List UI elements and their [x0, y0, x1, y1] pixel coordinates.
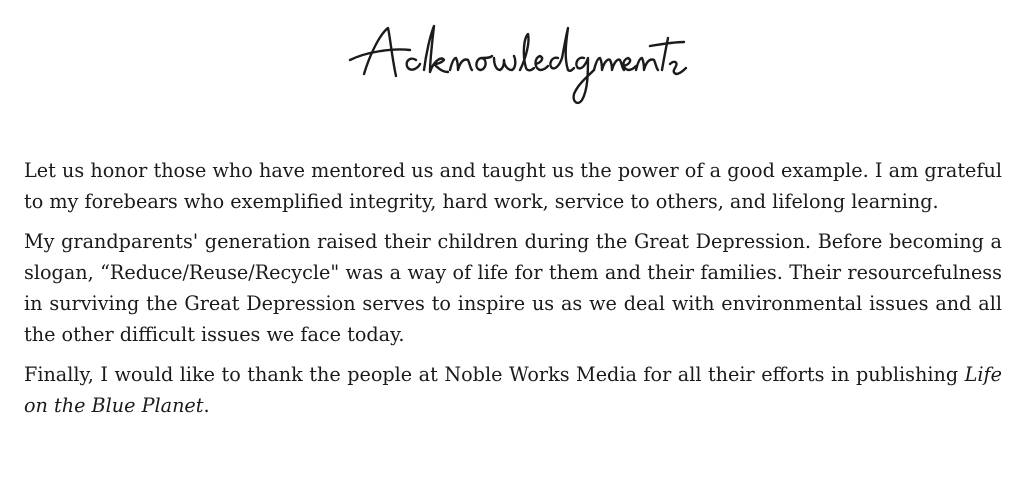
heading: [0, 14, 1024, 114]
script-title-lettering: [332, 14, 692, 114]
book-title: Life on the Blue Planet: [24, 363, 1002, 417]
acknowledgments-body: [24, 155, 1002, 421]
paragraph-thanks-end: .: [203, 394, 210, 417]
paragraph-grandparents: My grandparents' generation raised their children during the Great Depression. Before becoming a slogan, “Reduce/Reuse/Recycle" was a way of life for them and their families. Their resourcefulness in surviving the Great Depression serves to inspire us as we deal with environmental issues and all the other difficult issues we face today.: [24, 230, 1002, 346]
paragraph-mentors: Let us honor those who have mentored us and taught us the power of a good example. I am grateful to my forebears who exemplified integrity, hard work, service to others, and lifelong learning.: [24, 159, 1002, 213]
page-title: [0, 14, 1, 15]
paragraph-thanks-lead: Finally, I would like to thank the people at Noble Works Media for all their efforts in publishing: [24, 363, 965, 386]
paragraph-thanks: [24, 359, 1002, 421]
